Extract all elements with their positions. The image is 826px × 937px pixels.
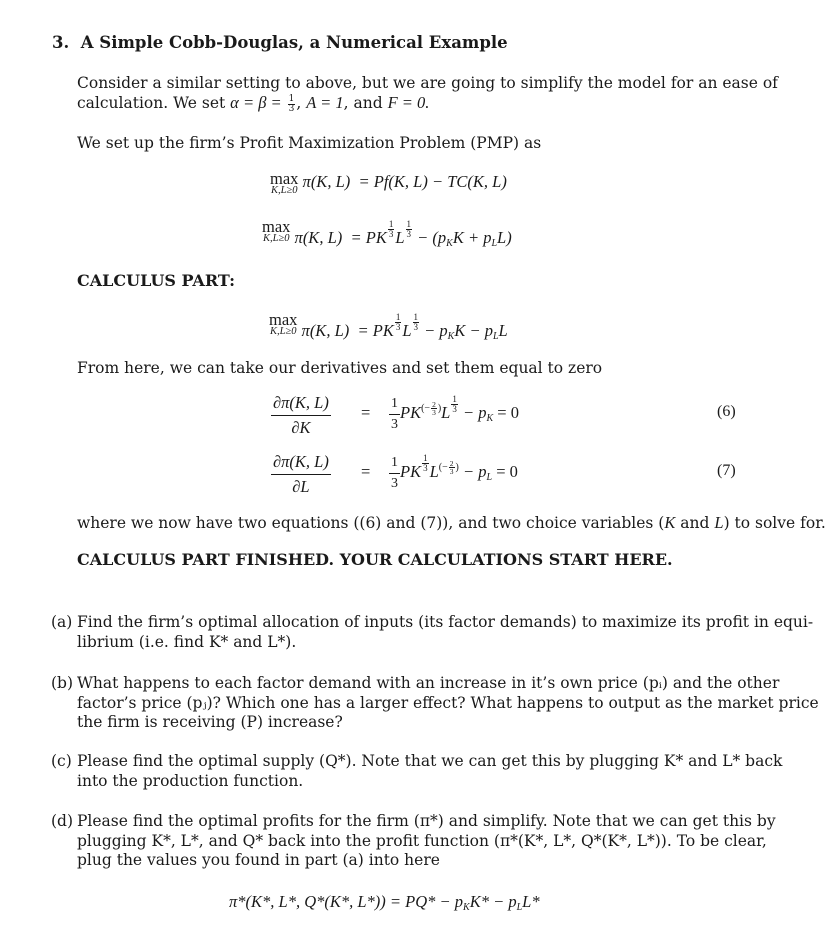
section-number: 3. bbox=[52, 33, 70, 52]
calculus-part-heading: CALCULUS PART: bbox=[77, 271, 236, 290]
partial-l-fraction: $\frac{\partial\pi(K, L)}{\partial L}$ bbox=[273, 452, 329, 496]
equation-7-equals: = bbox=[361, 462, 371, 481]
section-title: A Simple Cobb-Douglas, a Numerical Example bbox=[80, 33, 508, 52]
question-d: (d) Please find the optimal profits for the firm (π*) and simplify. Note that we can get this by plugging K*, L*, and Q* back into the profit function (π*(K*, L*, Q*(K*, L*)). To be clear, plug the values you found in part (a) into here bbox=[51, 812, 776, 869]
partial-k-fraction: $\frac{\partial\pi(K, L)}{\partial K}$ bbox=[273, 393, 329, 437]
equation-7-number: (7) bbox=[717, 462, 736, 479]
intro-line-1: Consider a similar setting to above, but we are going to simplify the model for an ease of bbox=[77, 74, 778, 92]
question-label: (a) bbox=[51, 613, 73, 631]
equation-6-number: (6) bbox=[717, 403, 736, 420]
section-heading bbox=[52, 33, 508, 52]
max-operator: max K,L≥0 bbox=[269, 310, 298, 337]
question-b: (b) What happens to each factor demand with an increase in it’s own price (pᵢ) and the other factor’s price (pⱼ)? Which one has a larger effect? What happens to output as the market price the firm is receiving (P) increase? bbox=[51, 674, 819, 731]
pmp-equation-2: max K,L≥0 π(K, L) = PK $\frac{1}{3}$ L $\frac{1}{3}$ − $(p_KK + p_LL)$ bbox=[262, 217, 512, 249]
intro-paragraph bbox=[77, 73, 778, 114]
equation-6-rhs: $\frac{1}{3}$ $PK^{(- \frac{2}{3} )}L$ $\frac{1}{3}$ − $p_K = 0$ bbox=[391, 394, 519, 432]
question-label: (c) bbox=[51, 752, 72, 770]
max-operator: max K,L≥0 bbox=[270, 169, 299, 196]
question-c: (c) Please find the optimal supply (Q*). Note that we can get this by plugging K* and L* back into the production function. bbox=[51, 752, 783, 790]
one-third-fraction: $\frac{1}{3}$ bbox=[288, 93, 295, 114]
equation-6 bbox=[271, 393, 331, 438]
pmp-intro-text: We set up the firm’s Profit Maximization Problem (PMP) as bbox=[77, 134, 542, 152]
pmp-equation-3: max K,L≥0 π(K, L) = PK $\frac{1}{3}$ L $\frac{1}{3}$ − $p_KK - p_LL$ bbox=[269, 310, 508, 342]
equation-7-rhs: $\frac{1}{3}$ PK $\frac{1}{3}$ $L^{(- \frac{2}{3} )} - p_L = 0$ bbox=[391, 453, 518, 491]
equation-6-equals: = bbox=[361, 403, 371, 422]
question-label: (d) bbox=[51, 812, 74, 830]
max-operator: max K,L≥0 bbox=[262, 217, 291, 244]
optimal-profit-equation: π*(K*, L*, Q*(K*, $L*)) = PQ* - p_KK* - p_LL*$ bbox=[229, 892, 540, 913]
equation-7 bbox=[271, 452, 331, 497]
intro-line-2: calculation. We set α = β = $\frac{1}{3}$ , A = 1, and F = 0. bbox=[77, 93, 430, 114]
question-label: (b) bbox=[51, 674, 74, 692]
derivative-intro-text: From here, we can take our derivatives and set them equal to zero bbox=[77, 359, 603, 377]
question-a: (a) Find the firm’s optimal allocation of inputs (its factor demands) to maximize its profit in equi- librium (i.e. find K* and L*). bbox=[51, 613, 814, 651]
calculations-start-heading: CALCULUS PART FINISHED. YOUR CALCULATIONS START HERE. bbox=[77, 550, 673, 569]
where-text: where we now have two equations ((6) and (7)), and two choice variables (K and L) to solve for. bbox=[77, 513, 826, 532]
pmp-equation-1: max K,L≥0 π(K, L) = Pf(K, L) − TC(K, L) bbox=[270, 169, 507, 196]
